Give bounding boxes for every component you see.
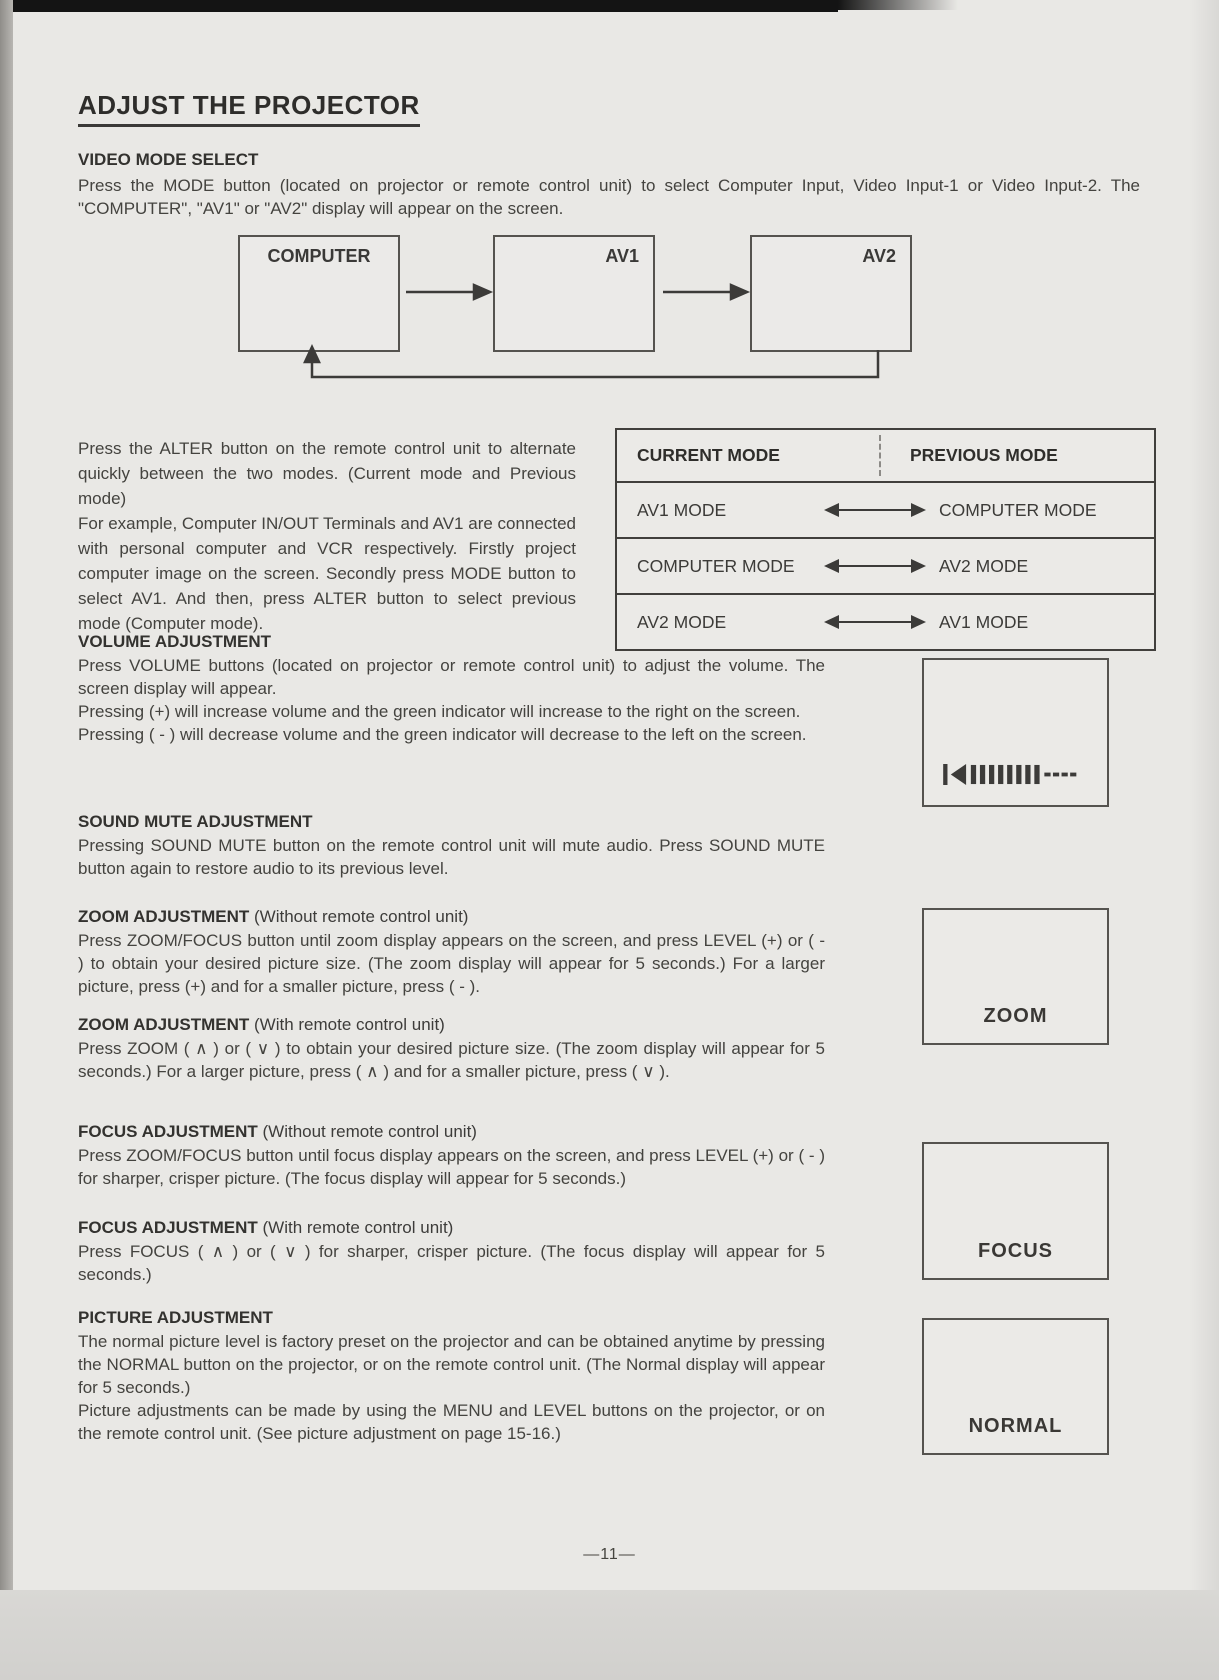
- normal-display-box: [922, 1318, 1109, 1455]
- section-heading: [78, 810, 825, 834]
- focus-display-label: FOCUS: [978, 1240, 1053, 1262]
- alter-paragraph-2: For example, Computer IN/OUT Terminals and AV1 are connected with personal computer and VCR respectively. Firstly project computer image on the screen. Secondly press MODE button to select AV1. And then, press ALTER button to select previous mode (Computer mode).: [78, 514, 576, 633]
- heading-text: PICTURE ADJUSTMENT: [78, 1308, 273, 1327]
- paragraph: Pressing (+) will increase volume and the green indicator will increase to the right on the screen.: [78, 702, 801, 721]
- paragraph: Press ZOOM/FOCUS button until zoom display appears on the screen, and press LEVEL (+) or ( - ) to obtain your desired picture size. (The zoom display will appear for 5 seconds.) For a larger picture, press (+) and for a smaller picture, press ( - ).: [78, 931, 825, 996]
- normal-display-label: NORMAL: [968, 1415, 1063, 1437]
- section-picture-adjustment: [78, 1306, 825, 1445]
- section-heading: VIDEO MODE SELECT: [78, 150, 259, 169]
- paragraph: Picture adjustments can be made by using the MENU and LEVEL buttons on the projector, or on the remote control unit. (See picture adjustment on page 15-16.): [78, 1401, 825, 1443]
- section-zoom-adjustment-without-remote: [78, 905, 825, 998]
- heading-suffix: (Without remote control unit): [249, 907, 469, 926]
- volume-level-icon: [942, 764, 1078, 785]
- mode-table-row: [617, 481, 1154, 537]
- section-body: [78, 1144, 825, 1190]
- section-body: [78, 654, 825, 746]
- heading-suffix: (Without remote control unit): [257, 1122, 477, 1141]
- previous-mode-cell: AV1 MODE: [939, 611, 1029, 632]
- mode-flow-diagram: [238, 235, 914, 387]
- section-body: [78, 1240, 825, 1286]
- mode-table-header-current: CURRENT MODE: [637, 445, 780, 465]
- heading-text: VOLUME ADJUSTMENT: [78, 632, 271, 651]
- section-heading: [78, 1216, 825, 1240]
- section-body: [78, 1037, 825, 1083]
- flow-box-label: AV2: [862, 246, 896, 266]
- section-heading: [78, 1306, 825, 1330]
- section-heading: [78, 630, 825, 654]
- mode-table-header-previous: PREVIOUS MODE: [910, 445, 1058, 465]
- section-focus-adjustment-with-remote: [78, 1216, 825, 1286]
- scan-edge-top-fade: [838, 0, 958, 10]
- flow-box-label: AV1: [605, 246, 639, 266]
- flow-box-label: COMPUTER: [267, 246, 371, 266]
- alter-paragraph-1: Press the ALTER button on the remote control unit to alternate quickly between the two modes. (Current mode and Previous mode): [78, 439, 576, 508]
- paragraph: The normal picture level is factory preset on the projector and can be obtained anytime by pressing the NORMAL button on the projector, or on the remote control unit. (The Normal display will appear for 5 seconds.): [78, 1332, 825, 1397]
- mode-table-row: [617, 537, 1154, 593]
- section-heading: [78, 905, 825, 929]
- paragraph: Pressing SOUND MUTE button on the remote control unit will mute audio. Press SOUND MUTE button again to restore audio to its previous level.: [78, 836, 825, 878]
- heading-text: SOUND MUTE ADJUSTMENT: [78, 812, 313, 831]
- paragraph: Pressing ( - ) will decrease volume and the green indicator will decrease to the left on the screen.: [78, 725, 807, 744]
- section-heading: [78, 1120, 825, 1144]
- scan-edge-top: [0, 0, 838, 12]
- scan-edge-bottom: [0, 1590, 1219, 1680]
- section-volume-adjustment: [78, 630, 825, 746]
- heading-text: ZOOM ADJUSTMENT: [78, 1015, 250, 1034]
- scan-edge-left: [0, 0, 13, 1598]
- section-video-mode-select: [78, 148, 1140, 220]
- section-sound-mute-adjustment: [78, 810, 825, 880]
- mode-table-header-divider: [879, 435, 881, 476]
- focus-display-box: [922, 1142, 1109, 1280]
- mode-table-header-row: [617, 430, 1154, 481]
- double-arrow-icon: [839, 565, 911, 568]
- heading-text: ZOOM ADJUSTMENT: [78, 907, 250, 926]
- heading-text: FOCUS ADJUSTMENT: [78, 1218, 258, 1237]
- double-arrow-icon: [839, 509, 911, 512]
- page-title: ADJUST THE PROJECTOR: [78, 90, 420, 127]
- section-focus-adjustment-without-remote: [78, 1120, 825, 1190]
- scan-edge-right: [1189, 0, 1219, 1590]
- section-body: [78, 1330, 825, 1445]
- section-body: [78, 929, 825, 998]
- double-arrow-icon: [839, 621, 911, 624]
- current-mode-cell: AV2 MODE: [637, 611, 727, 632]
- section-body: [78, 834, 825, 880]
- heading-text: FOCUS ADJUSTMENT: [78, 1122, 258, 1141]
- previous-mode-cell: COMPUTER MODE: [939, 499, 1097, 520]
- previous-mode-cell: AV2 MODE: [939, 555, 1029, 576]
- paragraph: Press VOLUME buttons (located on projector or remote control unit) to adjust the volume. The screen display will appear.: [78, 656, 825, 698]
- current-mode-cell: COMPUTER MODE: [637, 555, 795, 576]
- current-mode-cell: AV1 MODE: [637, 499, 727, 520]
- section-zoom-adjustment-with-remote: [78, 1013, 825, 1083]
- volume-display-box: [922, 658, 1109, 807]
- mode-table: [615, 428, 1156, 651]
- flow-arrows-icon: [238, 235, 914, 387]
- heading-suffix: (With remote control unit): [249, 1015, 445, 1034]
- alter-paragraph: [78, 436, 576, 636]
- paragraph: Press FOCUS ( ∧ ) or ( ∨ ) for sharper, crisper picture. (The focus display will appear for 5 seconds.): [78, 1242, 825, 1284]
- section-heading: [78, 1013, 825, 1037]
- paragraph: Press ZOOM ( ∧ ) or ( ∨ ) to obtain your desired picture size. (The zoom display will appear for 5 seconds.) For a larger picture, press ( ∧ ) and for a smaller picture, press ( ∨ ).: [78, 1039, 825, 1081]
- heading-suffix: (With remote control unit): [257, 1218, 454, 1237]
- zoom-display-label: ZOOM: [983, 1005, 1048, 1027]
- section-body: Press the MODE button (located on projector or remote control unit) to select Computer Input, Video Input-1 or Video Input-2. The "COMPUTER", "AV1" or "AV2" display will appear on the screen.: [78, 176, 1140, 218]
- page-number: —11—: [583, 1546, 636, 1563]
- zoom-display-box: [922, 908, 1109, 1045]
- paragraph: Press ZOOM/FOCUS button until focus display appears on the screen, and press LEVEL (+) or ( - ) for sharper, crisper picture. (The focus display will appear for 5 seconds.): [78, 1146, 825, 1188]
